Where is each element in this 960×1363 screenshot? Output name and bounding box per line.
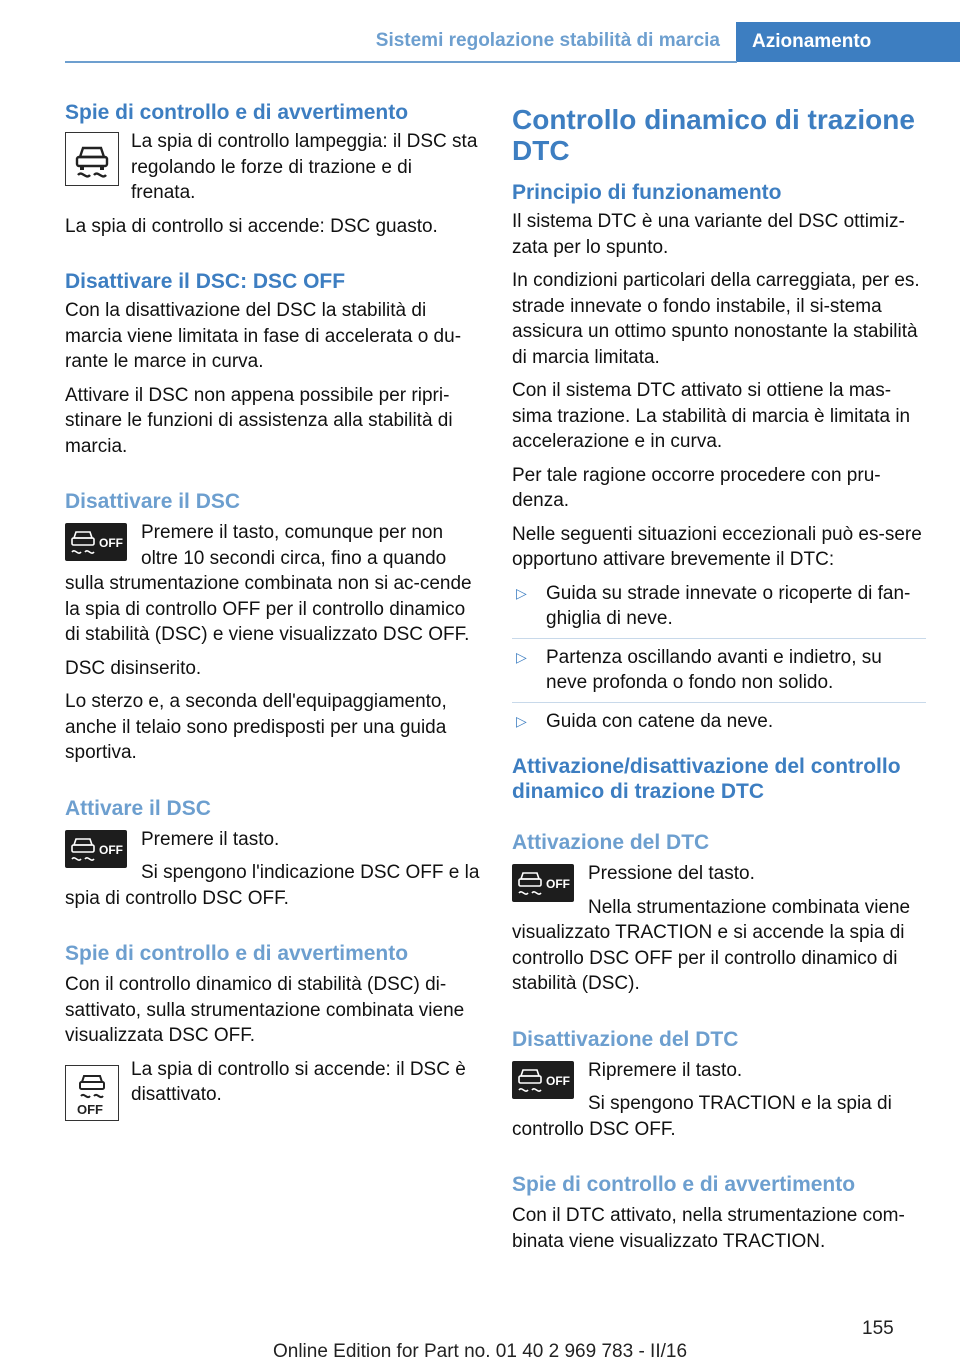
dsc-off-p1: Con la disattivazione del DSC la stabilità di marcia viene limitata in fase di accelerata o du-rante le marce in curva. — [65, 300, 462, 372]
footer-edition: Online Edition for Part no. 01 40 2 969 783 - II/16 — [272, 1341, 688, 1362]
svg-text:OFF: OFF — [546, 1073, 570, 1088]
heading-att-dis-dtc: Attivazione/disattivazione del controllo dinamico di trazione DTC — [512, 755, 901, 803]
svg-text:OFF: OFF — [99, 842, 123, 857]
attivazione-dtc-p1: Pressione del tasto. — [588, 863, 755, 884]
spie1-text2: La spia di controllo si accende: DSC guasto. — [65, 215, 438, 237]
heading-dsc-off: Disattivare il DSC: DSC OFF — [65, 270, 346, 293]
left-column — [65, 100, 481, 1125]
svg-text:OFF: OFF — [77, 1101, 103, 1117]
list-item: ▷ Guida su strade innevate o ricoperte di fan-ghiglia di neve. — [512, 581, 926, 639]
page-number: 155 — [862, 1318, 894, 1339]
situations-list — [512, 581, 926, 741]
heading-disattivare: Disattivare il DSC — [65, 490, 241, 513]
disattivare-p3: Lo sterzo e, a seconda dell'equipaggiamento, anche il telaio sono predisposti per una guida sportiva. — [65, 691, 447, 763]
heading-attivazione-dtc: Attivazione del DTC — [512, 831, 710, 854]
svg-text:OFF: OFF — [546, 877, 570, 891]
spie2-p2: La spia di controllo si accende: il DSC è disattivato. — [131, 1058, 466, 1105]
dsc-off-button-icon — [65, 830, 127, 868]
principio-p4: Per tale ragione occorre procedere con pru-denza. — [512, 464, 881, 511]
svg-text:OFF: OFF — [99, 536, 123, 550]
heading-dtc: Controllo dinamico di trazione DTC — [512, 104, 915, 166]
spie2-p1: Con il controllo dinamico di stabilità (DSC) di-sattivato, sulla strumentazione combinata viene visualizzata DSC OFF. — [65, 974, 465, 1046]
dsc-off-warning-icon — [65, 1065, 119, 1121]
header-chapter-tab: Azionamento — [736, 22, 960, 62]
attivare-p2: Si spengono l'indicazione DSC OFF e la spia di controllo DSC OFF. — [65, 862, 480, 909]
spie3-p1: Con il DTC attivato, nella strumentazione com-binata viene visualizzato TRACTION. — [512, 1205, 905, 1252]
disattivazione-dtc-p2: Si spengono TRACTION e la spia di controllo DSC OFF. — [512, 1093, 892, 1140]
list-item: ▷ Guida con catene da neve. — [512, 709, 926, 741]
heading-spie-2: Spie di controllo e di avvertimento — [65, 942, 409, 965]
page-header — [65, 22, 960, 62]
right-column — [512, 100, 926, 1262]
heading-attivare: Attivare il DSC — [65, 796, 211, 820]
principio-p3: Con il sistema DTC attivato si ottiene la mas-sima trazione. La stabilità di marcia è limitata in accelerazione e in curva. — [512, 380, 911, 452]
triangle-bullet-icon: ▷ — [516, 712, 527, 729]
heading-spie-1: Spie di controllo e di avvertimento — [65, 101, 409, 124]
dsc-warning-icon — [65, 132, 119, 186]
list-item: ▷ Partenza oscillando avanti e indietro, su neve profonda o fondo non solido. — [512, 645, 926, 703]
header-section-title: Sistemi regolazione stabilità di marcia — [375, 30, 720, 51]
attivare-p1: Premere il tasto. — [141, 828, 280, 850]
disattivazione-dtc-p1: Ripremere il tasto. — [588, 1059, 743, 1081]
attivazione-dtc-p2: Nella strumentazione combinata viene visualizzato TRACTION e si accende la spia di controllo DSC OFF per il controllo dinamico di stabilità (DSC). — [512, 896, 911, 994]
heading-principio: Principio di funzionamento — [512, 181, 782, 204]
triangle-bullet-icon: ▷ — [516, 584, 527, 601]
heading-spie-3: Spie di controllo e di avvertimento — [512, 1173, 856, 1196]
principio-p5: Nelle seguenti situazioni eccezionali può es-sere opportuno attivare brevemente il DTC: — [512, 523, 922, 570]
disattivare-p1: Premere il tasto, comunque per non oltre 10 secondi circa, fino a quando sulla strumentazione combinata non si ac-cende la spia di controllo OFF per il controllo dinamico di stabilità (DSC) e viene visualizzato DSC OFF. — [65, 522, 472, 645]
principio-p2: In condizioni particolari della carreggiata, per es. strade innevate o fondo instabile, il si-stema assicura un ottimo spunto nonostante la stabilità di marcia limitata. — [512, 270, 920, 368]
spie1-text: La spia di controllo lampeggia: il DSC sta regolando le forze di trazione e di frenata. — [131, 131, 478, 203]
dsc-off-p2: Attivare il DSC non appena possibile per ripri-stinare le funzioni di assistenza alla stabilità di marcia. — [65, 384, 453, 457]
dsc-off-button-icon — [512, 1061, 574, 1099]
dsc-off-button-icon — [65, 523, 127, 561]
dsc-off-button-icon — [512, 864, 574, 902]
header-rule — [65, 61, 737, 63]
triangle-bullet-icon: ▷ — [516, 648, 527, 665]
heading-disattivazione-dtc: Disattivazione del DTC — [512, 1027, 739, 1051]
principio-p1: Il sistema DTC è una variante del DSC ottimiz-zata per lo spunto. — [512, 211, 905, 258]
disattivare-p2: DSC disinserito. — [65, 657, 202, 679]
